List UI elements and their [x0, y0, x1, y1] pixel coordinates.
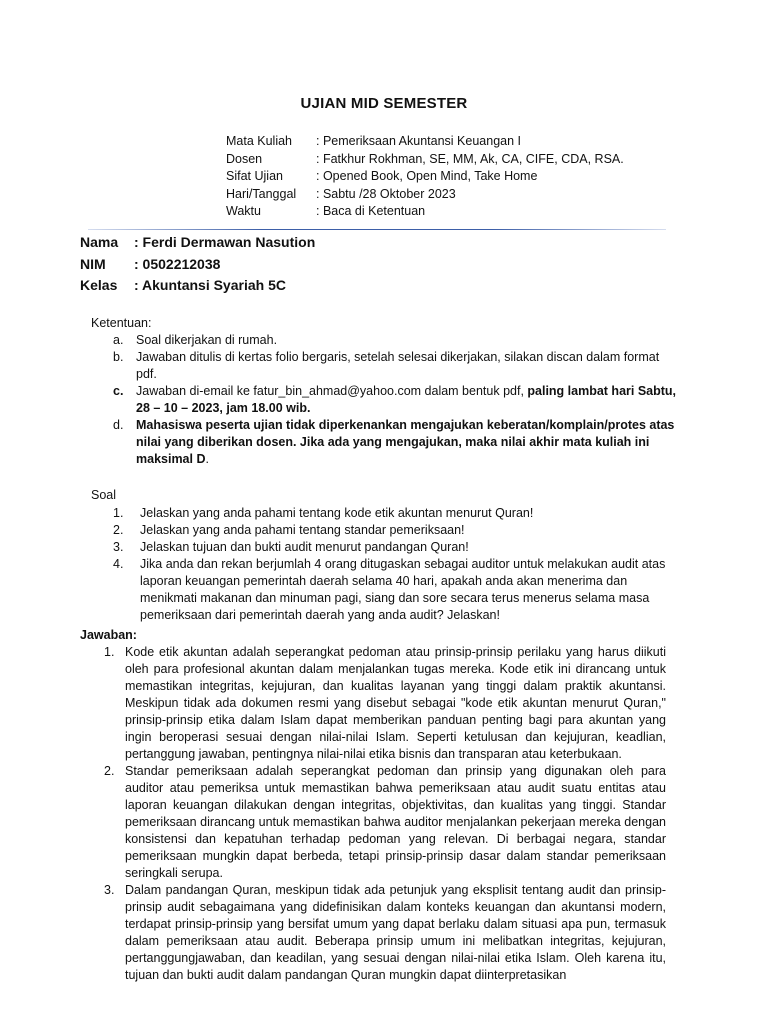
list-text: Jelaskan yang anda pahami tentang standar pemeriksaan! — [140, 523, 465, 537]
info-row-mata-kuliah — [226, 133, 624, 151]
list-item — [104, 882, 666, 984]
list-text: Jelaskan yang anda pahami tentang kode etik akuntan menurut Quran! — [140, 506, 534, 520]
list-marker: 2. — [104, 764, 115, 778]
list-marker: b. — [113, 350, 124, 364]
jawaban-list — [104, 644, 666, 984]
list-item — [113, 332, 678, 349]
soal-heading: Soal — [91, 488, 117, 502]
list-item — [113, 556, 673, 624]
list-text: Dalam pandangan Quran, meskipun tidak ada petunjuk yang eksplisit tentang audit dan prinsip-prinsip audit sebagaimana yang didefinisikan dalam konteks keuangan dan akuntansi modern, terdapat prinsip-prinsip yang bersifat umum yang dapat berlaku dalam situasi apa pun, termasuk dalam pemeriksaan atau audit. Beberapa prinsip umum ini melibatkan integritas, kejujuran, pertanggungjawaban, dan keadilan, yang sesuai dengan nilai-nilai etika Islam. Oleh karena itu, tujuan dan bukti audit dalam pandangan Quran mungkin dapat diinterpretasikan — [125, 883, 666, 982]
info-key: Hari/Tanggal — [226, 186, 297, 201]
info-key: Dosen — [226, 151, 263, 166]
list-item — [113, 417, 678, 468]
list-marker: 1. — [113, 506, 124, 520]
student-key: Kelas — [80, 277, 118, 293]
header-divider — [88, 229, 666, 230]
list-text: Jelaskan tujuan dan bukti audit menurut pandangan Quran! — [140, 540, 469, 554]
info-key: Waktu — [226, 204, 261, 219]
deadline-text: paling lambat hari Sabtu, 28 – 10 – 2023, jam 18.00 wib. — [136, 384, 677, 415]
info-key: Mata Kuliah — [226, 134, 293, 148]
list-text: Soal dikerjakan di rumah. — [136, 333, 278, 347]
list-text: Kode etik akuntan adalah seperangkat pedoman atau prinsip-prinsip perilaku yang harus diikuti oleh para profesional akuntan dalam menjalankan tugas mereka. Kode etik ini dirancang untuk memastikan integritas, kejujuran, dan kualitas layanan yang tinggi dalam praktik akuntansi. Meskipun tidak ada dokumen resmi yang disebut sebagai "kode etik akuntan menurut Quran," prinsip-prinsip etika dalam Islam dapat memberikan panduan penting bagi para akuntan yang ingin beroperasi sesuai dengan nilai-nilai Islam. Seperti ketulusan dan kejujuran, keadlian, pertanggung jawaban, pentingnya nilai-nilai etika bisnis dan transparan atau keterbukaan. — [125, 645, 666, 761]
info-value: : Sabtu /28 Oktober 2023 — [316, 186, 456, 201]
list-item — [113, 522, 673, 539]
page-title: UJIAN MID SEMESTER — [300, 95, 468, 112]
info-row-dosen — [226, 151, 624, 169]
student-info — [80, 232, 315, 297]
list-marker: 3. — [113, 540, 124, 554]
list-text: Jawaban di-email ke fatur_bin_ahmad@yahoo.com dalam bentuk pdf, — [136, 384, 528, 398]
list-item — [104, 644, 666, 763]
list-marker: c. — [113, 384, 124, 398]
warning-text: Mahasiswa peserta ujian tidak diperkenankan mengajukan keberatan/komplain/protes atas nilai yang diberikan dosen. Jika ada yang mengajukan, maka nilai akhir mata kuliah ini maksimal D — [136, 418, 675, 466]
list-text: Standar pemeriksaan adalah seperangkat pedoman dan prinsip yang digunakan oleh para auditor atau pemeriksa untuk memastikan bahwa pemeriksaan atau audit suatu entitas atau laporan keuangan dilakukan dengan integritas, objektivitas, dan kualitas yang tinggi. Standar pemeriksaan dirancang untuk memastikan bahwa auditor menjalankan pekerjaan mereka dengan konsistensi dan kepatuhan terhadap pedoman yang relevan. Di berbagai negara, standar pemeriksaan mungkin dapat berbeda, tetapi prinsip-prinsip dasar dalam standar pemeriksaan seringkali serupa. — [125, 764, 666, 880]
ketentuan-heading: Ketentuan: — [91, 316, 152, 330]
soal-list — [113, 505, 673, 624]
list-item — [113, 349, 678, 383]
student-value: : Akuntansi Syariah 5C — [134, 277, 286, 293]
info-value: : Pemeriksaan Akuntansi Keuangan I — [316, 134, 521, 148]
course-info — [226, 133, 624, 221]
info-value: : Baca di Ketentuan — [316, 204, 426, 219]
info-key: Sifat Ujian — [226, 169, 283, 184]
list-item — [113, 383, 678, 417]
list-marker: 3. — [104, 883, 115, 897]
list-text: . — [205, 452, 209, 466]
list-item — [104, 763, 666, 882]
info-row-waktu — [226, 203, 624, 221]
student-row-nim — [80, 254, 315, 276]
list-text: Jika anda dan rekan berjumlah 4 orang ditugaskan sebagai auditor untuk melakukan audit atas laporan keuangan pemerintah daerah selama 40 hari, apakah anda akan menerima dan menikmati makanan dan minuman pagi, siang dan sore secara terus menerus selama masa pemeriksaan dari pemerintah daerah yang anda audit? Jelaskan! — [140, 557, 666, 622]
jawaban-heading: Jawaban: — [80, 628, 137, 642]
list-marker: a. — [113, 333, 124, 347]
list-item — [113, 505, 673, 522]
list-marker: 1. — [104, 645, 115, 659]
list-marker: d. — [113, 418, 124, 432]
student-row-nama — [80, 232, 315, 254]
student-key: Nama — [80, 234, 119, 250]
info-row-sifat-ujian — [226, 168, 624, 186]
list-text: Jawaban ditulis di kertas folio bergaris, setelah selesai dikerjakan, silakan discan dalam format pdf. — [136, 350, 660, 381]
student-value: : 0502212038 — [134, 255, 221, 272]
list-marker: 2. — [113, 523, 124, 537]
student-value: : Ferdi Dermawan Nasution — [134, 234, 316, 250]
list-item — [113, 539, 673, 556]
ketentuan-list — [113, 332, 678, 468]
info-value: : Fatkhur Rokhman, SE, MM, Ak, CA, CIFE, CDA, RSA. — [316, 151, 624, 166]
list-marker: 4. — [113, 557, 124, 571]
info-row-hari-tanggal — [226, 186, 624, 204]
student-key: NIM — [80, 255, 106, 272]
info-value: : Opened Book, Open Mind, Take Home — [316, 169, 538, 184]
student-row-kelas — [80, 275, 315, 297]
